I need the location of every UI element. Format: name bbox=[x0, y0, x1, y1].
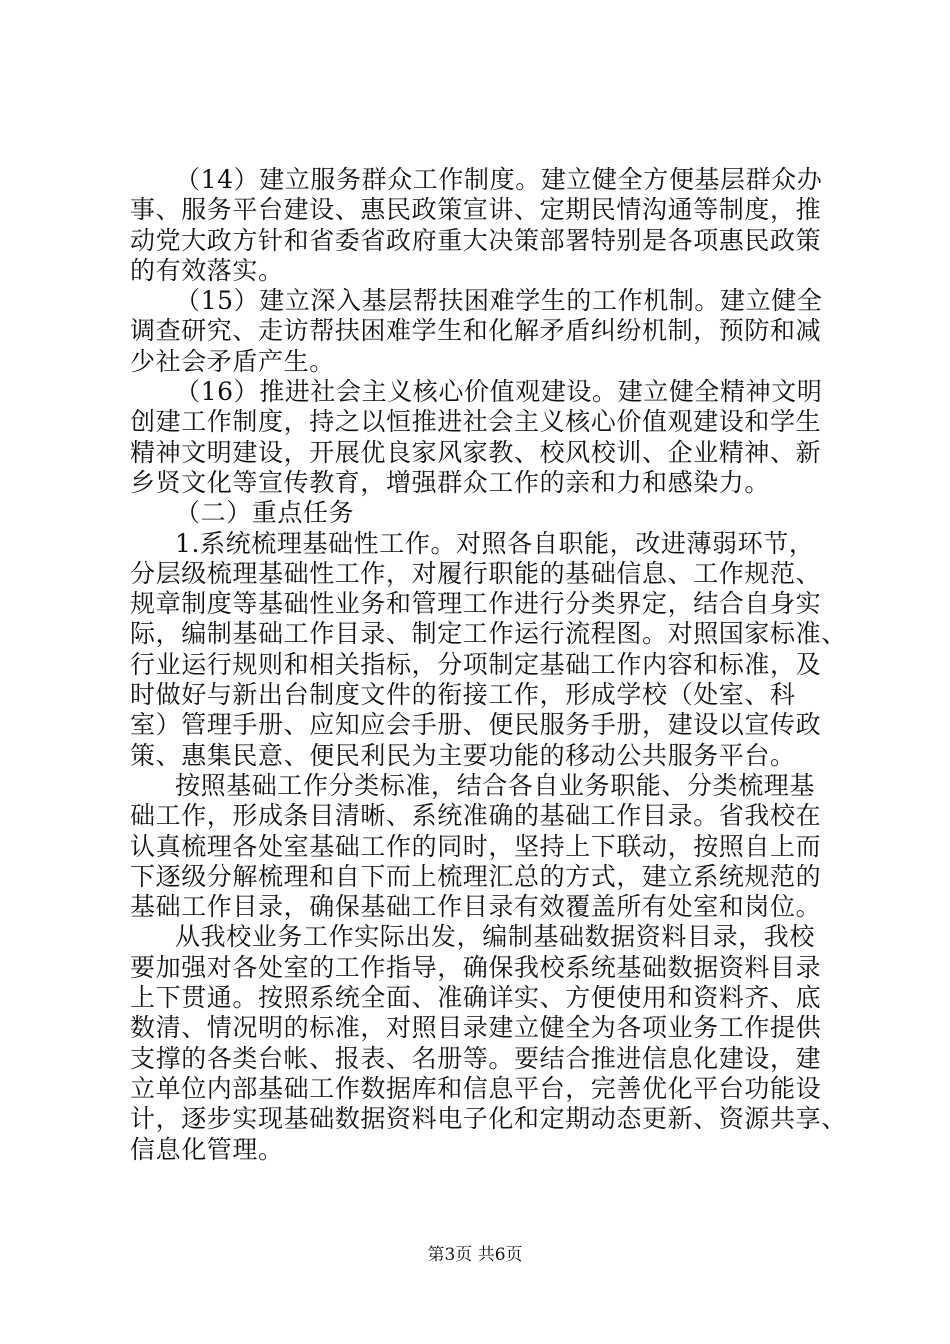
text-line: 动党大政方针和省委省政府重大决策部署特别是各项惠民政策 bbox=[130, 225, 822, 255]
text-line: 时做好与新出台制度文件的衔接工作，形成学校（处室、科 bbox=[130, 680, 796, 710]
text-line: 的有效落实。 bbox=[130, 255, 284, 285]
text-line: （14）建立服务群众工作制度。建立健全方便基层群众办 bbox=[175, 165, 823, 194]
text-line: 际，编制基础工作目录、制定工作运行流程图。对照国家标准、 bbox=[130, 619, 847, 649]
page-number-footer: 第3页 共6页 bbox=[427, 1245, 523, 1265]
text-line: 认真梳理各处室基础工作的同时，坚持上下联动，按照自上而 bbox=[130, 831, 822, 861]
text-line: 行业运行规则和相关指标，分项制定基础工作内容和标准，及 bbox=[130, 649, 822, 679]
text-line: 1.系统梳理基础性工作。对照各自职能，改进薄弱环节， bbox=[175, 528, 815, 558]
paragraph bbox=[130, 286, 830, 377]
text-line: 立单位内部基础工作数据库和信息平台，完善优化平台功能设 bbox=[130, 1073, 822, 1103]
text-line: 分层级梳理基础性工作，对履行职能的基础信息、工作规范、 bbox=[130, 558, 822, 588]
text-line: 数清、情况明的标准，对照目录建立健全为各项业务工作提供 bbox=[130, 1013, 822, 1043]
text-line: 按照基础工作分类标准，结合各自业务职能、分类梳理基 bbox=[175, 770, 816, 800]
paragraph bbox=[130, 377, 830, 498]
text-line: 要加强对各处室的工作指导，确保我校系统基础数据资料目录 bbox=[130, 952, 822, 982]
text-line: 乡贤文化等宣传教育，增强群众工作的亲和力和感染力。 bbox=[130, 467, 771, 497]
text-line: 室）管理手册、应知应会手册、便民服务手册，建设以宣传政 bbox=[130, 710, 822, 740]
text-line: 规章制度等基础性业务和管理工作进行分类界定，结合自身实 bbox=[130, 589, 822, 619]
text-line: 基础工作目录，确保基础工作目录有效覆盖所有处室和岗位。 bbox=[130, 892, 822, 922]
text-line: 上下贯通。按照系统全面、准确详实、方便使用和资料齐、底 bbox=[130, 983, 822, 1013]
text-line: 调查研究、走访帮扶困难学生和化解矛盾纠纷机制，预防和减 bbox=[130, 316, 822, 346]
paragraph bbox=[130, 771, 830, 922]
paragraph bbox=[130, 528, 847, 771]
text-line: （二）重点任务 bbox=[175, 498, 355, 528]
text-line: 计，逐步实现基础数据资料电子化和定期动态更新、资源共享、 bbox=[130, 1104, 847, 1134]
paragraph bbox=[130, 165, 830, 286]
text-line: 从我校业务工作实际出发，编制基础数据资料目录，我校 bbox=[175, 922, 816, 952]
text-line: 精神文明建设，开展优良家风家教、校风校训、企业精神、新 bbox=[130, 437, 822, 467]
text-line: 策、惠集民意、便民利民为主要功能的移动公共服务平台。 bbox=[130, 740, 796, 770]
text-line: 创建工作制度，持之以恒推进社会主义核心价值观建设和学生 bbox=[130, 407, 822, 437]
paragraph bbox=[130, 498, 830, 528]
text-line: （15）建立深入基层帮扶困难学生的工作机制。建立健全 bbox=[175, 286, 823, 316]
text-line: 信息化管理。 bbox=[130, 1134, 284, 1164]
text-line: 础工作，形成条目清晰、系统准确的基础工作目录。省我校在 bbox=[130, 801, 822, 831]
text-line: 支撑的各类台帐、报表、名册等。要结合推进信息化建设，建 bbox=[130, 1043, 822, 1073]
text-line: 事、服务平台建设、惠民政策宣讲、定期民情沟通等制度，推 bbox=[130, 195, 822, 225]
text-line: 少社会矛盾产生。 bbox=[130, 346, 335, 376]
text-line: 下逐级分解梳理和自下而上梳理汇总的方式，建立系统规范的 bbox=[130, 861, 822, 891]
paragraph bbox=[130, 922, 847, 1164]
text-line: （16）推进社会主义核心价值观建设。建立健全精神文明 bbox=[175, 377, 823, 407]
document-body bbox=[130, 165, 847, 1165]
